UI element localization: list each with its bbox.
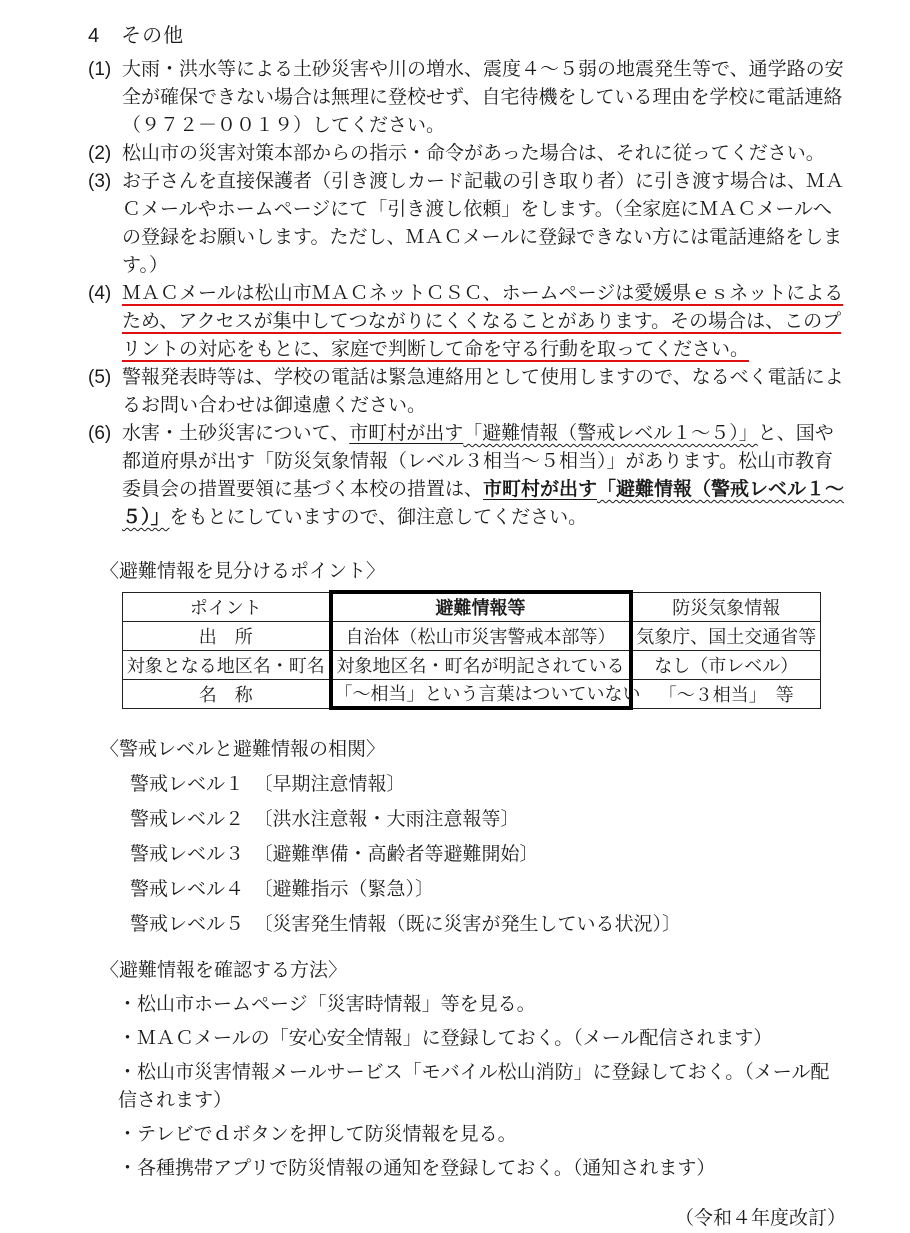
table-cell: 自治体（松山市災害警戒本部等） [331,621,631,650]
table-row [123,650,821,679]
table-cell: 対象となる地区名・町名 [123,650,331,679]
table-row [123,679,821,708]
section-heading: 4 その他 [88,25,185,47]
item-number: (3) [88,171,112,192]
table-cell: 出 所 [123,621,331,650]
numbered-item [88,56,846,140]
text-segment: お子さんを直接保護者（引き渡しカード記載の引き取り者）に引き渡す場合は、ＭＡＣメールやホームページにて「引き渡し依頼」をします。（全家庭にＭＡＣメールへの登録をお願いします。ただし、ＭＡＣメールに登録できない方には電話連絡をします。） [122,171,845,276]
method-item: ・各種携帯アプリで防災情報の通知を登録しておく。（通知されます） [118,1158,716,1179]
item-text [122,283,843,360]
table-cell: 気象庁、国土交通省等 [631,621,821,650]
warning-level-item: 警戒レベル４ 〔避難指示（緊急）〕 [130,879,435,900]
warning-level-item: 警戒レベル１ 〔早期注意情報〕 [130,774,406,795]
evacuation-info-table [122,590,821,710]
item-number: (5) [88,367,112,388]
numbered-item [88,168,846,280]
text-segment: 市町村が出す [349,423,464,444]
method-item: ・ＭＡＣメールの「安心安全情報」に登録しておく。（メール配信されます） [118,1028,773,1049]
table-cell: 名 称 [123,679,331,708]
table-header-cell: 避難情報等 [331,592,631,621]
text-segment: ＭＡＣメールは松山市ＭＡＣネットＣＳＣ、ホームページは愛媛県ｅｓネットによるため、アクセスが集中してつながりにくくなることがあります。その場合は、このプリントの対応をもとに、家庭で判断して命を守る行動を取ってください。 [122,283,844,360]
table-cell: 「～相当」という言葉はついていない [331,679,631,708]
numbered-item [88,280,846,364]
table-caption: 〈避難情報を見分けるポイント〉 [100,561,386,582]
table-header-row [123,592,821,621]
method-item: ・松山市災害情報メールサービス「モバイル松山消防」に登録しておく。（メール配信されます） [118,1062,830,1111]
table-row [123,621,821,650]
numbered-item [88,140,846,168]
table-header-cell: 防災気象情報 [631,592,821,621]
table-cell: 対象地区名・町名が明記されている [331,650,631,679]
warning-level-item: 警戒レベル５ 〔災害発生情報（既に災害が発生している状況）〕 [130,914,682,935]
item-number: (2) [88,143,112,164]
methods-list [100,991,846,1183]
levels-caption: 〈警戒レベルと避難情報の相関〉 [100,739,386,760]
methods-caption: 〈避難情報を確認する方法〉 [100,960,348,981]
item-text [122,171,844,276]
warning-level-item: 警戒レベル３ 〔避難準備・高齢者等避難開始〕 [130,844,539,865]
levels-list [100,771,846,939]
numbered-item [88,364,846,420]
text-segment: をもとにしていますので、御注意してください。 [169,507,588,528]
item-text [122,143,825,164]
text-segment: 「避難情報（警戒レベル１～５）」 [122,479,845,528]
table-cell: 「～３相当」 等 [631,679,821,708]
numbered-item [88,420,846,532]
table-header-cell: ポイント [123,592,331,621]
warning-levels-block [100,736,846,939]
text-segment: 松山市の災害対策本部からの指示・命令があった場合は、それに従ってください。 [122,143,825,164]
text-segment: 水害・土砂災害について、 [122,423,350,444]
table-cell: なし（市レベル） [631,650,821,679]
warning-level-item: 警戒レベル２ 〔洪水注意報・大雨注意報等〕 [130,809,520,830]
item-number: (6) [88,423,112,444]
item-text [122,59,844,136]
text-segment: 「避難情報（警戒レベル１～５）」 [463,423,758,444]
revision-note: （令和４年度改訂） [674,1208,846,1229]
item-text [122,423,844,528]
text-segment: 市町村が出す [483,479,598,500]
text-segment: 大雨・洪水等による土砂災害や川の増水、震度４～５弱の地震発生等で、通学路の安全が確保できない場合は無理に登校せず、自宅待機をしている理由を学校に電話連絡（９７２－００１９）してください。 [122,59,844,136]
method-item: ・テレビでｄボタンを押して防災情報を見る。 [118,1124,517,1145]
text-segment: と、国や都道府県が出す「防災気象情報（レベル３相当～５相当）」があります。松山市教育委員会の措置要領に基づく本校の措置は、 [122,423,834,500]
confirmation-methods-block [100,957,846,1183]
item-number: (4) [88,283,112,304]
method-item: ・松山市ホームページ「災害時情報」等を見る。 [118,994,536,1015]
item-number: (1) [88,59,112,80]
text-segment: 警報発表時等は、学校の電話は緊急連絡用として使用しますので、なるべく電話によるお問い合わせは御遠慮ください。 [122,367,844,416]
numbered-items [88,56,846,532]
table-block [100,558,846,710]
item-text [122,367,844,416]
